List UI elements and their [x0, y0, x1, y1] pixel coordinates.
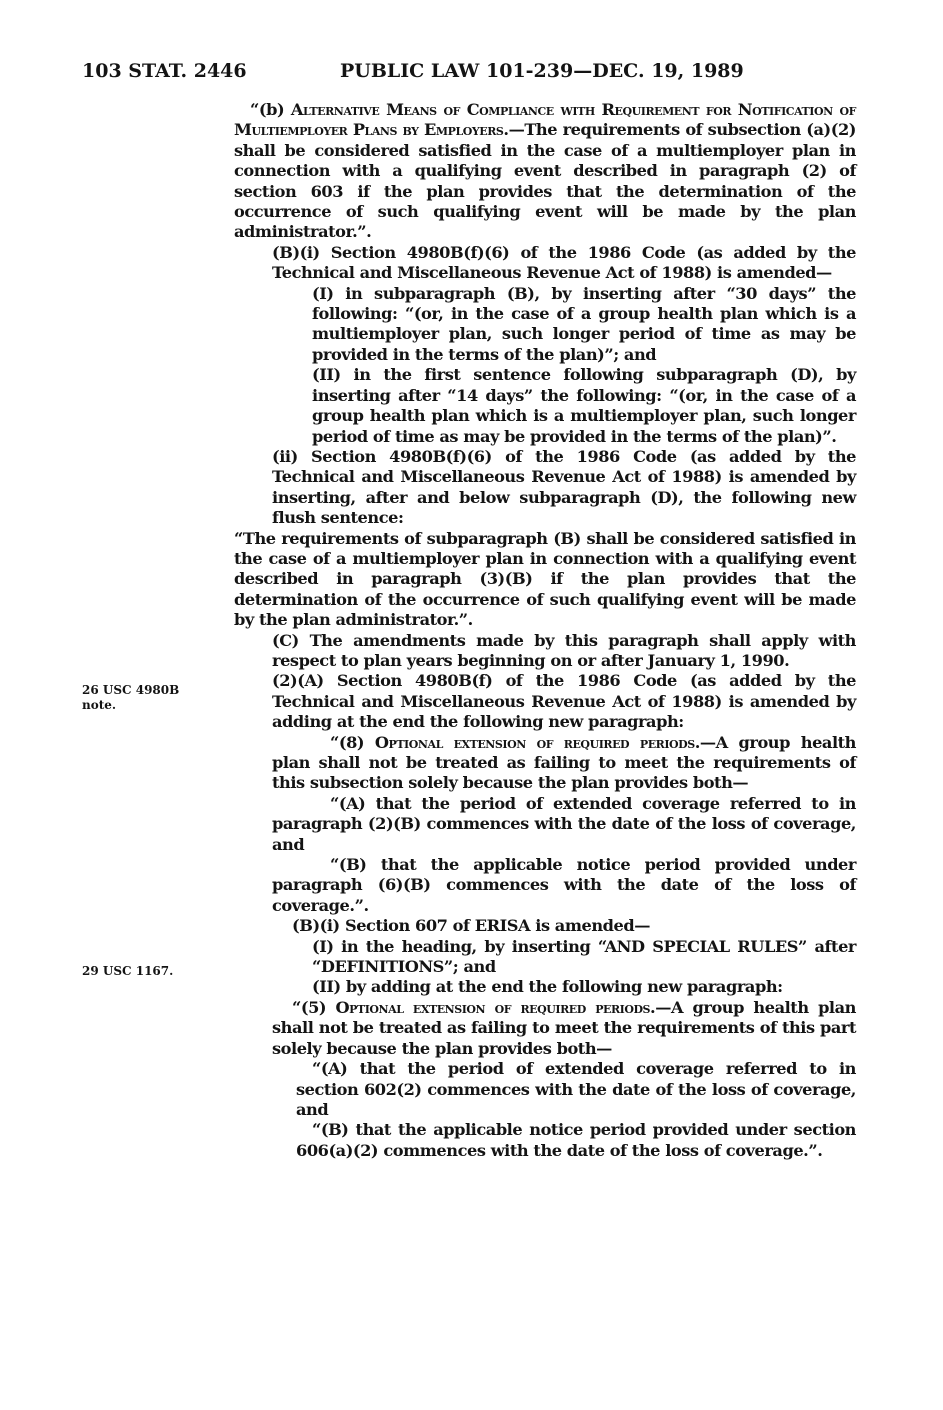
paragraph-heading: Optional extension of required periods. — [335, 997, 656, 1017]
paragraph-prefix: “(5) — [292, 997, 336, 1017]
paragraph-prefix: “(b) — [250, 100, 291, 119]
paragraph-text: —The requirements of subsection (a)(2) shall be considered satisfied in the case of a multiemployer plan in connection with a qualifying event described in paragraph (2) of section 603 if the plan provides that the determination of the occurrence of such qualifying event will be made by the plan administrator.”. — [234, 120, 856, 242]
paragraph-5-optional-extension — [234, 998, 856, 1059]
paragraph-b-i: (B)(i) Section 4980B(f)(6) of the 1986 Code (as added by the Technical and Miscellaneous Revenue Act of 1988) is amended— — [272, 242, 856, 283]
paragraph-clause-ii: (ii) Section 4980B(f)(6) of the 1986 Code (as added by the Technical and Miscellaneous Revenue Act of 1988) is amended by inserting, after and below subparagraph (D), the following new flush sentence: — [272, 446, 856, 528]
paragraph-subclause-I: (I) in subparagraph (B), by inserting after “30 days” the following: “(or, in the case of a group health plan which is a multiemployer plan, such longer period of time as may be provided in the terms of the plan)”; and — [312, 283, 856, 364]
paragraph-b-alternative-means — [234, 100, 856, 243]
document-body — [234, 100, 856, 1161]
paragraph-flush-sentence: “The requirements of subparagraph (B) shall be considered satisfied in the case of a multiemployer plan in connection with a qualifying event described in paragraph (3)(B) if the plan provides that the determination of the occurrence of such qualifying event will be made by the plan administrator.”. — [234, 528, 856, 630]
paragraph-heading: Alternative Means of Compliance with Requirement for Notification of Multiemployer Plans by Employers. — [234, 100, 856, 140]
paragraph-2-a: (2)(A) Section 4980B(f) of the 1986 Code (as added by the Technical and Miscellaneous Revenue Act of 1988) is amended by adding at the end the following new paragraph: — [272, 671, 856, 732]
paragraph-b-i-erisa: (B)(i) Section 607 of ERISA is amended— — [292, 916, 651, 936]
paragraph-8-b: “(B) that the applicable notice period provided under paragraph (6)(B) commences with the date of the loss of coverage.”. — [272, 855, 856, 915]
margin-note-usc-1167: 29 USC 1167. — [82, 964, 174, 978]
paragraph-8-optional-extension — [234, 733, 856, 794]
margin-note-usc-4980b: 26 USC 4980B note. — [82, 683, 180, 712]
running-header: PUBLIC LAW 101-239—DEC. 19, 1989 — [340, 60, 744, 82]
paragraph-erisa-subclause-I: (I) in the heading, by inserting “AND SPECIAL RULES” after “DEFINITIONS”; and — [312, 936, 856, 977]
paragraph-erisa-subclause-II: (II) by adding at the end the following new paragraph: — [312, 977, 783, 997]
paragraph-prefix: “(8) — [330, 732, 375, 752]
paragraph-5-b: “(B) that the applicable notice period provided under section 606(a)(2) commences with the date of the loss of coverage.”. — [296, 1120, 856, 1160]
paragraph-text: —A group health plan shall not be treated as failing to meet the requirements of this part solely because the plan provides both— — [272, 997, 856, 1058]
paragraph-subclause-II: (II) in the first sentence following subparagraph (D), by inserting after “14 days” the following: “(or, in the case of a group health plan which is a multiemployer plan, such longer period of time as may be provided in the terms of the plan)”. — [312, 365, 856, 446]
paragraph-text: —A group health plan shall not be treated as failing to meet the requirements of this subsection solely because the plan provides both— — [272, 732, 856, 793]
paragraph-8-a: “(A) that the period of extended coverage referred to in paragraph (2)(B) commences with the date of the loss of coverage, and — [272, 793, 856, 854]
stat-page-number: 103 STAT. 2446 — [82, 60, 247, 82]
paragraph-5-a: “(A) that the period of extended coverage referred to in section 602(2) commences with the date of the loss of coverage, and — [296, 1059, 856, 1119]
paragraph-c-effective-date: (C) The amendments made by this paragraph shall apply with respect to plan years beginning on or after January 1, 1990. — [272, 630, 856, 670]
paragraph-heading: Optional extension of required periods. — [374, 732, 700, 752]
